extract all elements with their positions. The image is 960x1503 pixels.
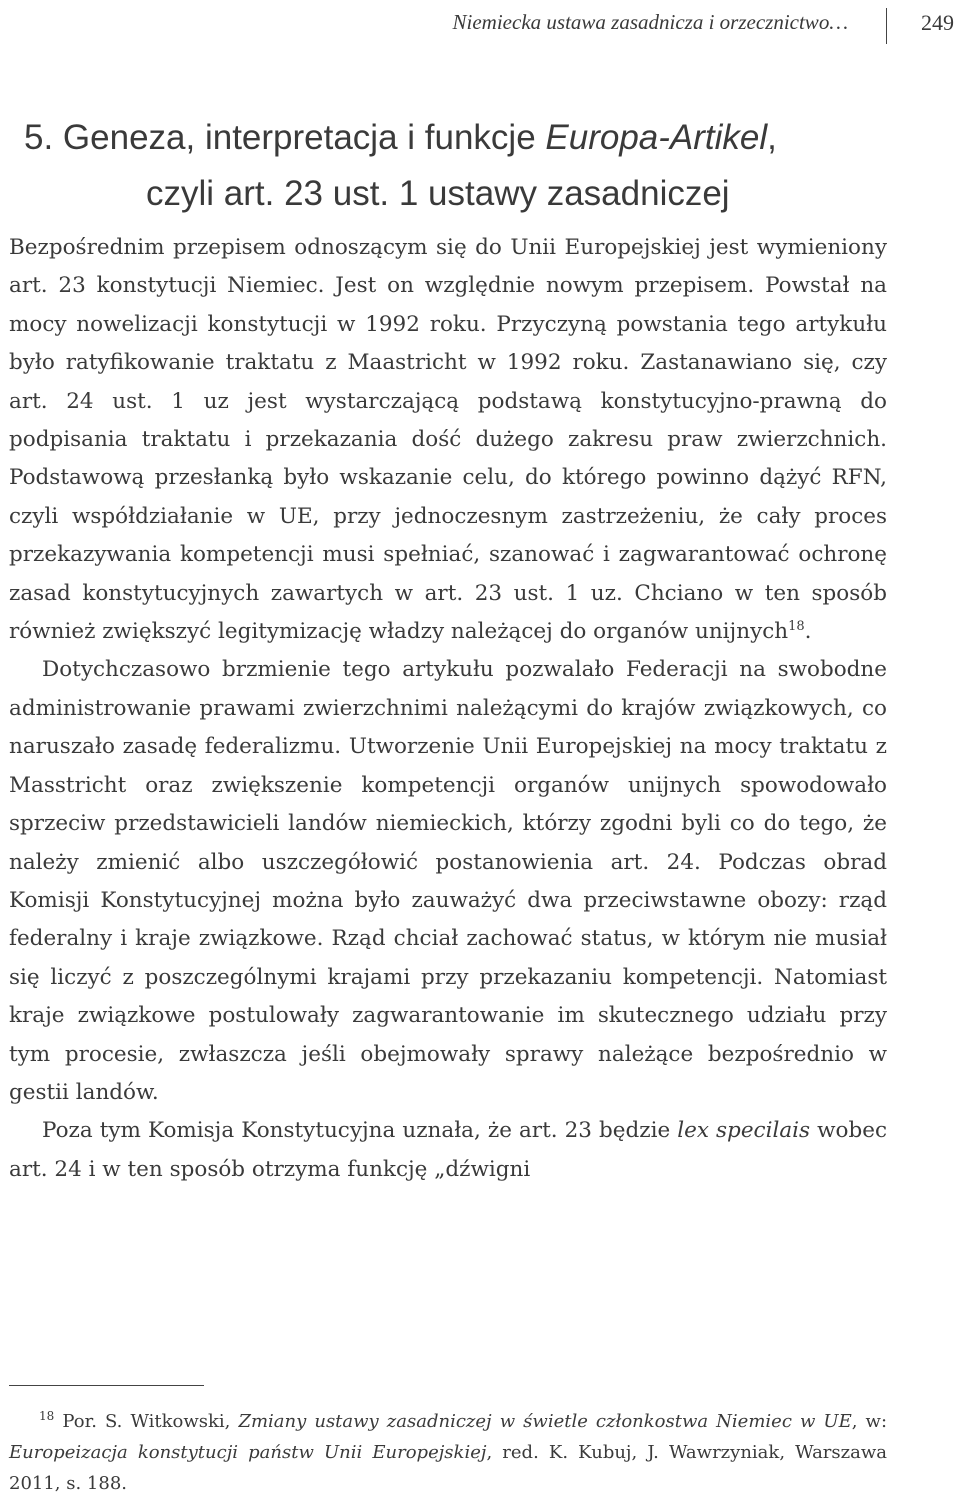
footnote-18: [9, 1406, 887, 1499]
paragraph-1: [9, 229, 887, 651]
section-heading-suffix: ,: [767, 118, 777, 157]
footnote-ref-18[interactable]: 18: [788, 618, 805, 634]
running-header: [0, 8, 960, 42]
footnote-divider: [9, 1385, 204, 1386]
paragraph-1-end: .: [804, 619, 812, 645]
paragraph-3-end: wobec art. 24 i w ten sposób otrzyma funkcję „dźwigni: [9, 1118, 888, 1182]
paragraph-3: [9, 1112, 887, 1189]
paragraph-1-text: Bezpośrednim przepisem odnoszącym się do Unii Europejskiej jest wymieniony art. 23 konstytucji Niemiec. Jest on względnie nowym przepisem. Powstał na mocy nowelizacji konstytucji w 1992 roku. Przyczyną powstania tego artykułu było ratyfikowanie traktatu z Maastricht w 1992 roku. Zastanawiano się, czy art. 24 ust. 1 uz jest wystarczającą podstawą konstytucyjno-prawną do podpisania traktatu i przekazania dość dużego zakresu praw zwierzchnich. Podstawową przesłanką było wskazanie celu, do którego powinno dążyć RFN, czyli współdziałanie w UE, przy jednoczesnym zastrzeżeniu, że cały proces przekazywania kompetencji musi spełniać, szanować i zagwarantować ochronę zasad konstytucyjnych zawartych w art. 23 ust. 1 uz. Chciano w ten sposób również zwiększyć legitymizację władzy należącej do organów unijnych: [9, 235, 887, 645]
header-divider: [886, 8, 887, 44]
running-title: Niemiecka ustawa zasadnicza i orzecznictwo…: [452, 10, 848, 34]
footnote-rest: , red. K. Kubuj, J. Wawrzyniak, Warszawa 2011, s. 188.: [9, 1442, 888, 1494]
paragraph-2: Dotychczasowo brzmienie tego artykułu pozwalało Federacji na swobodne administrowanie prawami zwierzchnimi należącymi do krajów związkowych, co naruszało zasadę federalizmu. Utworzenie Unii Europejskiej na mocy traktatu z Masstricht oraz zwiększenie kompetencji organów unijnych spowodowało sprzeciw przedstawicieli landów niemieckich, którzy zgodni byli co do tego, że należy zmienić albo uszczegółowić postanowienia art. 24. Podczas obrad Komisji Konstytucyjnej można było zauważyć dwa przeciwstawne obozy: rząd federalny i kraje związkowe. Rząd chciał zachować status, w którym nie musiał się liczyć z poszczególnymi krajami przy przekazaniu kompetencji. Natomiast kraje związkowe postulowały zagwarantowanie im skutecznego udziału przy tym procesie, zwłaszcza jeśli obejmowały sprawy należące bezpośrednio w gestii landów.: [9, 657, 887, 1105]
paragraph-3-italic: lex specilais: [677, 1118, 811, 1144]
section-heading-prefix: 5. Geneza, interpretacja i funkcje: [24, 118, 546, 157]
section-heading-italic: Europa-Artikel: [545, 118, 768, 157]
footnote-book-title: Europeizacja konstytucji państw Unii Europejskiej: [9, 1442, 487, 1463]
footnote-title: Zmiany ustawy zasadniczej w świetle członkostwa Niemiec w UE: [238, 1411, 852, 1432]
footnote-author: Por. S. Witkowski,: [62, 1411, 239, 1432]
section-heading-line2: czyli art. 23 ust. 1 ustawy zasadniczej: [146, 174, 730, 213]
footnote-middle: , w:: [851, 1411, 888, 1432]
paragraph-3-start: Poza tym Komisja Konstytucyjna uznała, że art. 23 będzie: [42, 1118, 678, 1144]
footnote-number: 18: [39, 1409, 55, 1423]
page-number: 249: [921, 10, 954, 35]
section-heading: [24, 110, 924, 222]
body-text: [9, 229, 887, 1189]
